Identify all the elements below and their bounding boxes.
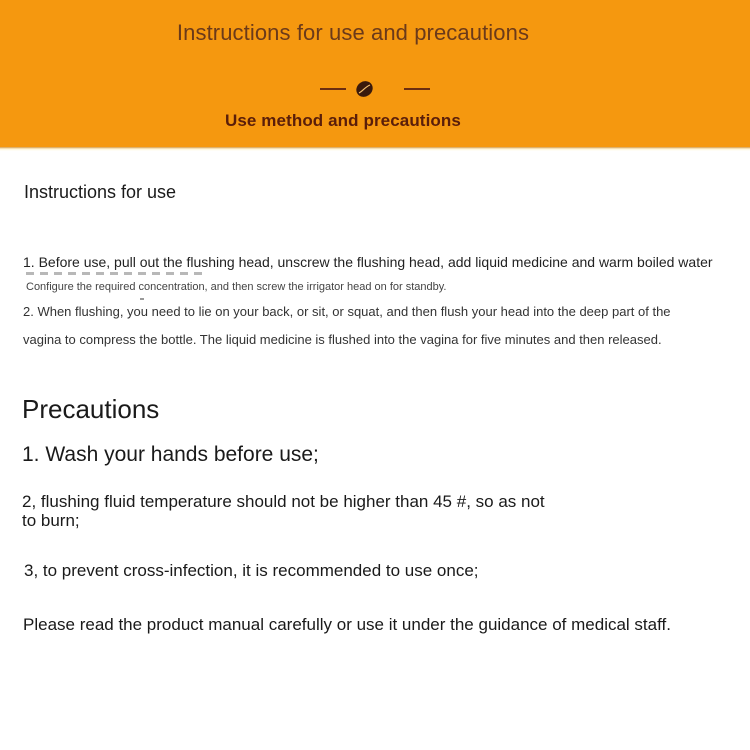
- instruction-step-2-line-2: vagina to compress the bottle. The liquid medicine is flushed into the vagina for five minutes and then released.: [23, 332, 662, 347]
- banner-subtitle: Use method and precautions: [225, 111, 461, 130]
- banner-bottom-edge: [0, 147, 750, 151]
- scan-artifact: [140, 298, 144, 300]
- precaution-item-1: 1. Wash your hands before use;: [22, 443, 319, 466]
- medical-guidance-note: Please read the product manual carefully or use it under the guidance of medical staff.: [23, 615, 671, 634]
- instruction-step-2-line-1: 2. When flushing, you need to lie on your back, or sit, or squat, and then flush your head into the deep part of the: [23, 304, 671, 319]
- instructions-heading: Instructions for use: [24, 182, 177, 202]
- precautions-heading: Precautions: [22, 394, 160, 424]
- precaution-item-2: 2, flushing fluid temperature should not be higher than 45 #, so as not to burn;: [22, 492, 545, 530]
- divider-line-left: [320, 88, 346, 90]
- precaution-item-3: 3, to prevent cross-infection, it is recommended to use once;: [24, 561, 479, 580]
- instruction-step-1: 1. Before use, pull out the flushing head, unscrew the flushing head, add liquid medicine and warm boiled water: [23, 254, 713, 270]
- coffee-bean-icon: [355, 80, 374, 98]
- scan-artifact: [26, 272, 206, 275]
- instruction-step-1-detail: Configure the required concentration, and then screw the irrigator head on for standby.: [26, 281, 447, 293]
- banner-title: Instructions for use and precautions: [176, 20, 530, 45]
- banner-divider: [318, 80, 432, 98]
- header-banner: [0, 0, 750, 147]
- divider-line-right: [404, 88, 430, 90]
